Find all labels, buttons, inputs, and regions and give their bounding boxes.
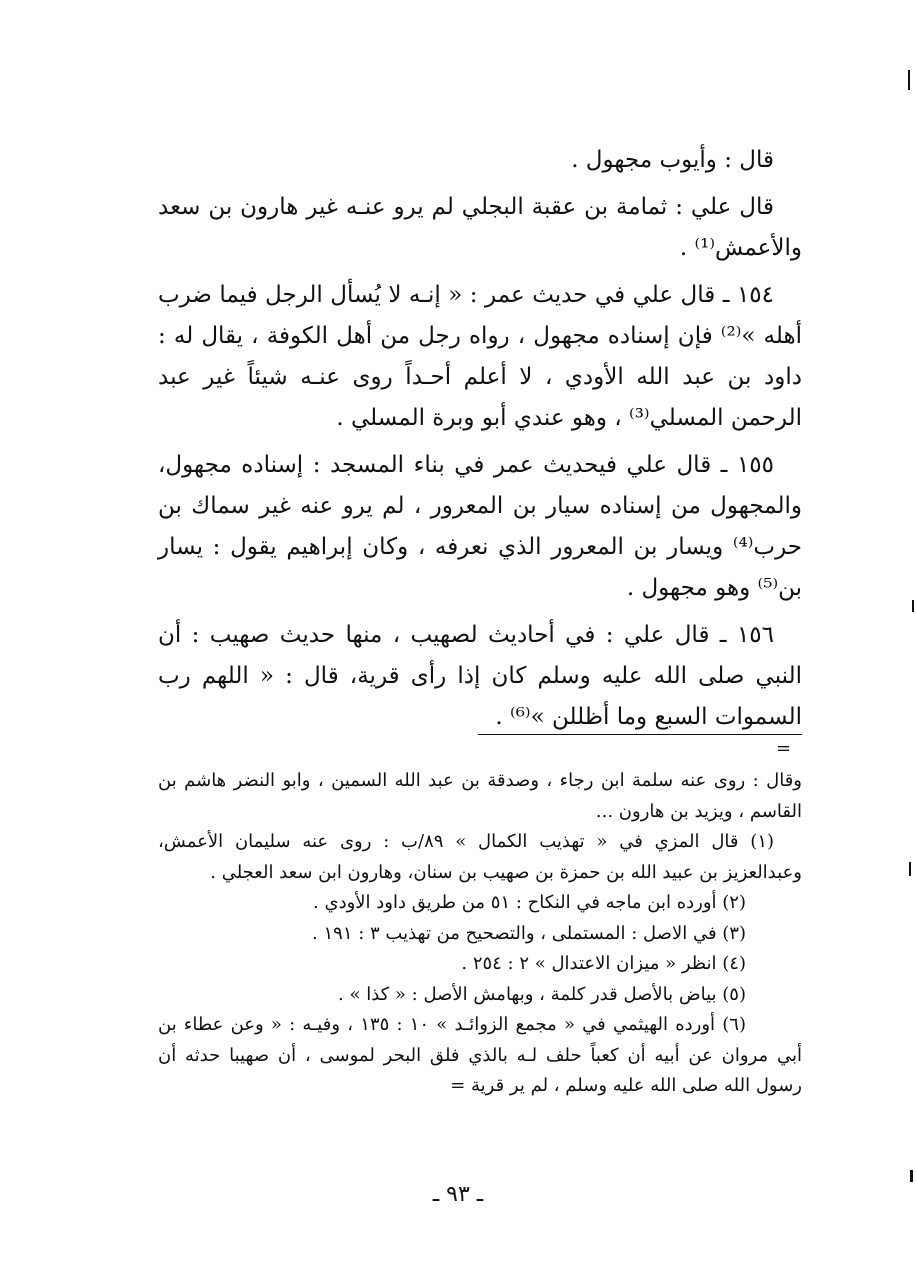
paragraph-155: ١٥٥ ـ قال علي فيحديث عمر في بناء المسجد : إسناده مجهول، والمجهول من إسناده سيار بن المعرور ، لم يرو عنه غير سماك بن حرب⁽⁴⁾ ويسار بن المعرور الذي نعرفه ، وكان إبراهيم يقول : يسار بن⁽⁵⁾ وهو مجهول . <box>158 452 802 601</box>
scan-edge-mark <box>908 70 910 90</box>
footnote-5: (٥) بياض بالأصل قدر كلمة ، وبهامش الأصل : « كذا » . <box>338 983 746 1005</box>
footnote-1: (١) قال المزي في « تهذيب الكمال » ٨٩/ب : روى عنه سليمان الأعمش، وعبدالعزيز بن عبيد الله بن حمزة بن صهيب بن سنان، وهارون ابن سعد العجلي . <box>158 831 802 883</box>
scan-edge-mark <box>912 600 914 612</box>
main-text <box>158 140 802 738</box>
footnotes <box>158 766 802 1102</box>
paragraph-ayyub: قال : وأيوب مجهول . <box>571 147 774 173</box>
footnote-3: (٣) في الاصل : المستملى ، والتصحيح من تهذيب ٣ : ١٩١ . <box>312 922 746 944</box>
scan-edge-mark <box>910 1170 913 1182</box>
continuation-mark: = <box>776 738 792 759</box>
paragraph-154: ١٥٤ ـ قال علي في حديث عمر : « إنـه لا يُسأل الرجل فيما ضرب أهله »⁽²⁾ فإن إسناده مجهول ، رواه رجل من أهل الكوفة ، يقال له : داود بن عبد الله الأودي ، لا أعلم أحـداً روى عنـه شيئاً غير عبد الرحمن المسلي⁽³⁾ ، وهو عندي أبو وبرة المسلي . <box>158 282 803 431</box>
paragraph-156: ١٥٦ ـ قال علي : في أحاديث لصهيب ، منها حديث صهيب : أن النبي صلى الله عليه وسلم كان إذا رأى قرية، قال : « اللهم رب السموات السبع وما أظللن »⁽⁶⁾ . <box>158 622 802 730</box>
page-number: ـ ٩٣ ـ <box>432 1182 484 1207</box>
footnote-4: (٤) انظر « ميزان الاعتدال » ٢ : ٢٥٤ . <box>461 953 746 974</box>
paragraph-thumama: قال علي : ثمامة بن عقبة البجلي لم يرو عنـه غير هارون بن سعد والأعمش⁽¹⁾ . <box>158 194 802 261</box>
scan-edge-mark <box>909 862 911 876</box>
footnote-6: (٦) أورده الهيثمي في « مجمع الزوائـد » ١٠ : ١٣٥ ، وفيـه : « وعن عطاء بن أبي مروان عن أبيه أن كعباً حلف لـه بالذي فلق البحر لموسى ، أن صهيبا حدثه أن رسول الله صلى الله عليه وسلم ، لم ير قرية = <box>158 1014 802 1096</box>
footnote-separator-rule <box>478 734 802 735</box>
footnote-2: (٢) أورده ابن ماجه في النكاح : ٥١ من طريق داود الأودي . <box>313 892 746 913</box>
footnote-continuation: وقال : روى عنه سلمة ابن رجاء ، وصدقة بن عبد الله السمين ، وابو النضر هاشم بن القاسم ، ويزيد بن هارون ... <box>158 770 802 822</box>
